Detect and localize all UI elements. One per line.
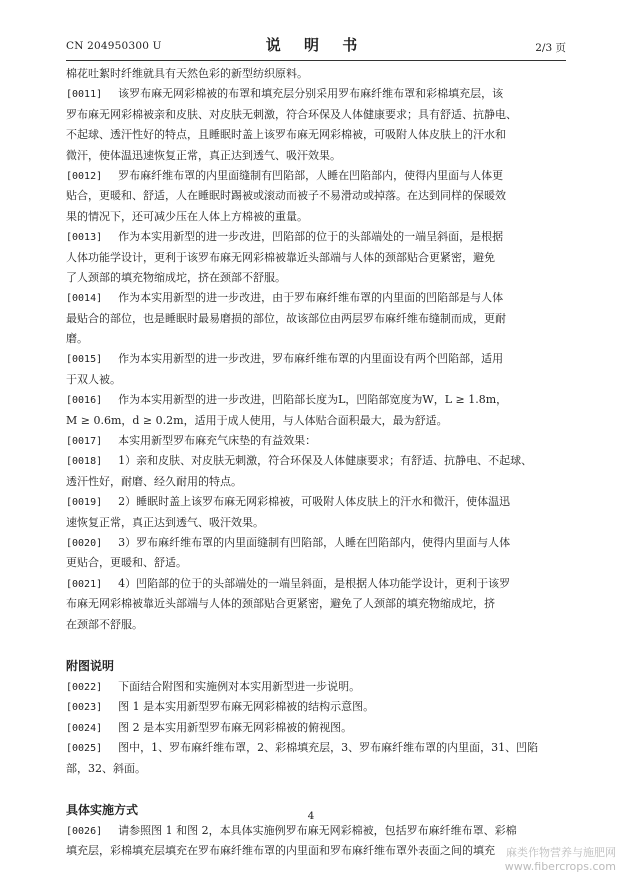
patent-number: CN 204950300 U	[66, 40, 162, 52]
text-line	[66, 615, 566, 635]
paragraph-number: [0016]	[66, 395, 103, 407]
paragraph-number: [0017]	[66, 436, 103, 448]
document-title: 说 明 书	[265, 36, 367, 54]
section-heading-drawings: 附图说明	[66, 658, 115, 673]
paragraph-number: [0022]	[66, 681, 103, 693]
text-line	[66, 166, 566, 186]
paragraph-number: [0021]	[66, 578, 103, 590]
paragraph-number: [0013]	[66, 232, 103, 244]
header-divider	[66, 60, 566, 61]
text-line	[66, 370, 566, 390]
line-text: 罗布麻无网彩棉被亲和皮肤、对皮肤无刺激，符合环保及人体健康要求；具有舒适、抗静电、	[66, 107, 517, 121]
page-number: 4	[307, 810, 315, 822]
line-text: 透汗性好，耐磨、经久耐用的特点。	[66, 474, 242, 488]
text-line	[66, 186, 566, 206]
document-body	[66, 64, 566, 862]
line-text: 贴合，更暖和、舒适，人在睡眠时踢被或滚动而被子不易滑动或掉落。在达到同样的保暖效	[66, 189, 506, 203]
line-text: 部，32、斜面。	[66, 761, 146, 775]
page-indicator: 2/3 页	[535, 42, 566, 54]
line-text: 更贴合，更暖和、舒适。	[66, 556, 187, 570]
paragraph-number: [0018]	[66, 456, 103, 468]
paragraph-number: [0015]	[66, 354, 103, 366]
line-text: 微汗，使体温迅速恢复正常，真正达到透气、吸汗效果。	[66, 148, 341, 162]
text-line	[66, 64, 566, 84]
line-text: 图中，1、罗布麻纤维布罩，2、彩棉填充层，3、罗布麻纤维布罩的内里面，31、凹陷	[118, 741, 539, 755]
paragraph-number: [0024]	[66, 722, 103, 734]
text-line	[66, 329, 566, 349]
line-text: 人体功能学设计，更利于该罗布麻无网彩棉被靠近头部端与人体的颈部贴合更紧密，避免	[66, 250, 495, 264]
paragraph-number: [0014]	[66, 293, 103, 305]
text-line	[66, 492, 566, 512]
line-text: 作为本实用新型的进一步改进，凹陷部长度为L，凹陷部宽度为W，L ≥ 1.8m，	[118, 393, 508, 407]
text-line	[66, 718, 566, 738]
text-line	[66, 472, 566, 492]
text-line	[66, 125, 566, 145]
text-line	[66, 288, 566, 308]
paragraph-number: [0019]	[66, 497, 103, 509]
text-line	[66, 594, 566, 614]
line-text: 作为本实用新型的进一步改进，凹陷部的位于的头部端处的一端呈斜面，是根据	[118, 230, 504, 244]
watermark-site-name: 麻类作物营养与施肥网	[506, 846, 616, 859]
line-text: 2）睡眠时盖上该罗布麻无网彩棉被，可吸附人体皮肤上的汗水和微汗，使体温迅	[118, 495, 511, 509]
line-text: M ≥ 0.6m，d ≥ 0.2m，适用于成人使用，与人体贴合面积最大，最为舒适。	[66, 413, 448, 427]
text-line	[66, 248, 566, 268]
text-line	[66, 227, 566, 247]
paragraph-number: [0020]	[66, 537, 103, 549]
watermark-url: www.fibercrops.com	[504, 860, 616, 873]
line-text: 下面结合附图和实施例对本实用新型进一步说明。	[118, 679, 361, 693]
text-line	[66, 390, 566, 410]
section-heading-embodiment: 具体实施方式	[66, 802, 139, 817]
line-text: 了人颈部的填充物缩成坨，挤在颈部不舒服。	[66, 270, 286, 284]
text-line	[66, 513, 566, 533]
text-line	[66, 738, 566, 758]
page-header	[66, 34, 566, 60]
text-line	[66, 553, 566, 573]
line-text: 不起球、透汗性好的特点，且睡眠时盖上该罗布麻无网彩棉被，可吸附人体皮肤上的汗水和	[66, 128, 506, 142]
line-text: 4）凹陷部的位于的头部端处的一端呈斜面，是根据人体功能学设计，更利于该罗	[118, 576, 511, 590]
text-line	[66, 268, 566, 288]
text-line	[66, 146, 566, 166]
line-text: 果的情况下，还可减少压在人体上方棉被的重量。	[66, 209, 308, 223]
line-text: 3）罗布麻纤维布罩的内里面缝制有凹陷部，人睡在凹陷部内，使得内里面与人体	[118, 535, 511, 549]
paragraph-number: [0025]	[66, 743, 103, 755]
watermark	[505, 846, 616, 874]
line-text: 填充层，彩棉填充层填充在罗布麻纤维布罩的内里面和罗布麻纤维布罩外表面之间的填充	[66, 844, 495, 858]
line-text: 请参照图 1 和图 2，本具体实施例罗布麻无网彩棉被，包括罗布麻纤维布罩、彩棉	[118, 823, 517, 837]
text-line	[66, 533, 566, 553]
paragraph-number: [0012]	[66, 170, 103, 182]
line-text: 布麻无网彩棉被靠近头部端与人体的颈部贴合更紧密，避免了人颈部的填充物缩成坨，挤	[66, 597, 495, 611]
text-line	[66, 309, 566, 329]
text-line	[66, 207, 566, 227]
line-text: 该罗布麻无网彩棉被的布罩和填充层分别采用罗布麻纤维布罩和彩棉填充层，该	[118, 87, 504, 101]
line-text: 在颈部不舒服。	[66, 617, 143, 631]
text-line	[66, 451, 566, 471]
line-text: 磨。	[66, 332, 88, 346]
paragraph-block	[66, 64, 566, 635]
paragraph-number: [0023]	[66, 702, 103, 714]
text-line	[66, 411, 566, 431]
text-line	[66, 84, 566, 104]
line-text: 图 1 是本实用新型罗布麻无网彩棉被的结构示意图。	[118, 700, 375, 714]
drawings-paragraphs	[66, 677, 566, 779]
line-text: 1）亲和皮肤、对皮肤无刺激，符合环保及人体健康要求；有舒适、抗静电、不起球、	[118, 454, 533, 468]
text-line	[66, 759, 566, 779]
line-text: 本实用新型罗布麻充气床垫的有益效果：	[118, 434, 317, 448]
line-text: 罗布麻纤维布罩的内里面缝制有凹陷部，人睡在凹陷部内，使得内里面与人体更	[118, 168, 504, 182]
text-line	[66, 431, 566, 451]
text-line	[66, 105, 566, 125]
text-line	[66, 841, 566, 861]
line-text: 图 2 是本实用新型罗布麻无网彩棉被的俯视图。	[118, 720, 353, 734]
paragraph-number: [0026]	[66, 825, 103, 837]
line-text: 于双人被。	[66, 372, 121, 386]
text-line	[66, 574, 566, 594]
line-text: 棉花吐絮时纤维就具有天然色彩的新型纺织原料。	[66, 67, 308, 80]
embodiment-paragraphs	[66, 821, 566, 862]
line-text: 最贴合的部位，也是睡眠时最易磨损的部位，故该部位由两层罗布麻纤维布缝制而成，更耐	[66, 311, 506, 325]
paragraph-number: [0011]	[66, 89, 103, 101]
line-text: 作为本实用新型的进一步改进，罗布麻纤维布罩的内里面设有两个凹陷部，适用	[118, 352, 504, 366]
line-text: 作为本实用新型的进一步改进，由于罗布麻纤维布罩的内里面的凹陷部是与人体	[118, 291, 504, 305]
text-line	[66, 821, 566, 841]
line-text: 速恢复正常，真正达到透气、吸汗效果。	[66, 515, 264, 529]
text-line	[66, 349, 566, 369]
text-line	[66, 677, 566, 697]
text-line	[66, 697, 566, 717]
